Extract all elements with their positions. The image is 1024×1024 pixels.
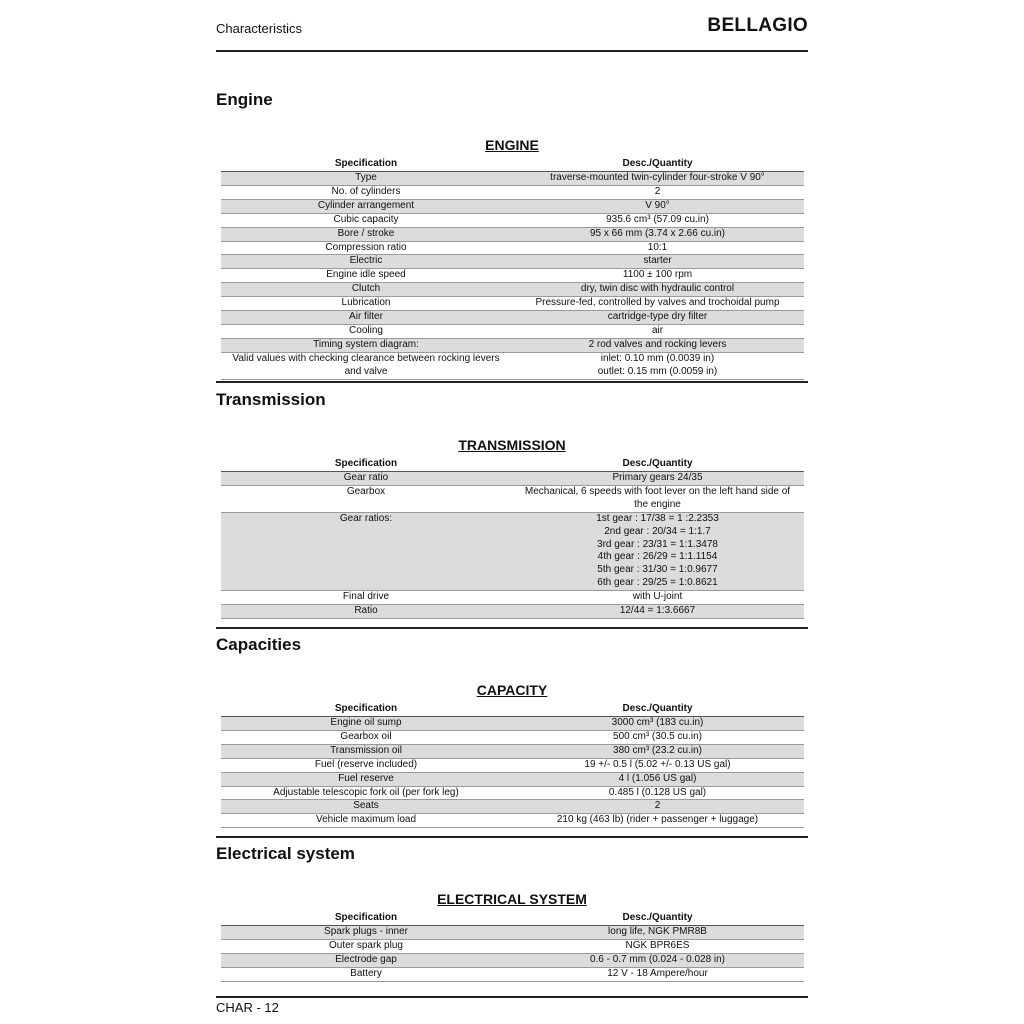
desc-cell: 210 kg (463 lb) (rider + passenger + luggage) [511, 814, 804, 828]
desc-cell: 500 cm³ (30.5 cu.in) [511, 730, 804, 744]
table-row [221, 717, 804, 731]
table-title-capacity: CAPACITY [476, 682, 548, 698]
table-row [221, 352, 804, 379]
table-row [221, 172, 804, 186]
desc-cell: 1100 ± 100 rpm [511, 269, 804, 283]
table-row [221, 730, 804, 744]
section-divider [216, 381, 808, 383]
spec-cell: Adjustable telescopic fork oil (per fork leg) [221, 786, 511, 800]
column-header-spec: Specification [221, 703, 511, 717]
table-row [221, 953, 804, 967]
desc-cell: V 90° [511, 199, 804, 213]
table-row [221, 591, 804, 605]
desc-cell: 3000 cm³ (183 cu.in) [511, 717, 804, 731]
desc-cell: 935.6 cm³ (57.09 cu.in) [511, 213, 804, 227]
spec-cell: Type [221, 172, 511, 186]
desc-cell: 95 x 66 mm (3.74 x 2.66 cu.in) [511, 227, 804, 241]
spec-cell: Cooling [221, 324, 511, 338]
table-title-transmission: TRANSMISSION [458, 437, 566, 453]
desc-cell: 0.6 - 0.7 mm (0.024 - 0.028 in) [511, 953, 804, 967]
table-row [221, 485, 804, 512]
table-row [221, 967, 804, 981]
spec-cell: Vehicle maximum load [221, 814, 511, 828]
table-row [221, 605, 804, 619]
table-row [221, 185, 804, 199]
column-header-spec: Specification [221, 912, 511, 926]
header-section-label: Characteristics [216, 21, 302, 36]
engine-spec-table [221, 158, 804, 380]
table-row [221, 324, 804, 338]
desc-cell: with U-joint [511, 591, 804, 605]
spec-cell: Ratio [221, 605, 511, 619]
table-row [221, 744, 804, 758]
spec-cell: Gearbox [221, 485, 511, 512]
table-row [221, 283, 804, 297]
spec-cell: No. of cylinders [221, 185, 511, 199]
table-header-row [221, 703, 804, 717]
desc-cell: cartridge-type dry filter [511, 311, 804, 325]
spec-cell: Lubrication [221, 297, 511, 311]
spec-cell: Gearbox oil [221, 730, 511, 744]
column-header-desc: Desc./Quantity [511, 158, 804, 172]
table-row [221, 800, 804, 814]
spec-cell: Seats [221, 800, 511, 814]
table-row [221, 512, 804, 590]
desc-cell: 2 [511, 185, 804, 199]
desc-cell: 19 +/- 0.5 l (5.02 +/- 0.13 US gal) [511, 758, 804, 772]
desc-cell: starter [511, 255, 804, 269]
column-header-desc: Desc./Quantity [511, 703, 804, 717]
spec-cell: Final drive [221, 591, 511, 605]
desc-cell: Primary gears 24/35 [511, 472, 804, 486]
desc-cell: air [511, 324, 804, 338]
spec-cell: Bore / stroke [221, 227, 511, 241]
page-header [216, 14, 808, 52]
table-row [221, 269, 804, 283]
desc-cell: 12/44 = 1:3.6667 [511, 605, 804, 619]
desc-cell: 4 l (1.056 US gal) [511, 772, 804, 786]
capacity-spec-table [221, 703, 804, 828]
spec-cell: Timing system diagram: [221, 338, 511, 352]
spec-cell: Gear ratios: [221, 512, 511, 590]
spec-cell: Spark plugs - inner [221, 926, 511, 940]
spec-cell: Fuel (reserve included) [221, 758, 511, 772]
desc-cell: 10:1 [511, 241, 804, 255]
footer-divider [216, 996, 808, 998]
spec-cell: Transmission oil [221, 744, 511, 758]
spec-cell: Electric [221, 255, 511, 269]
section-divider [216, 836, 808, 838]
spec-cell: Cylinder arrangement [221, 199, 511, 213]
spec-cell: Valid values with checking clearance between rocking levers and valve [221, 352, 511, 379]
table-row [221, 227, 804, 241]
desc-cell: 0.485 l (0.128 US gal) [511, 786, 804, 800]
table-row [221, 255, 804, 269]
spec-cell: Fuel reserve [221, 772, 511, 786]
page-number: CHAR - 12 [216, 1000, 279, 1015]
table-row [221, 241, 804, 255]
header-model-name: BELLAGIO [707, 15, 808, 36]
spec-cell: Compression ratio [221, 241, 511, 255]
table-row [221, 786, 804, 800]
electrical-spec-table [221, 912, 804, 982]
desc-cell: traverse-mounted twin-cylinder four-stroke V 90° [511, 172, 804, 186]
desc-cell: NGK BPR6ES [511, 939, 804, 953]
spec-cell: Battery [221, 967, 511, 981]
spec-cell: Air filter [221, 311, 511, 325]
section-heading-capacities: Capacities [216, 635, 302, 654]
column-header-spec: Specification [221, 158, 511, 172]
spec-cell: Electrode gap [221, 953, 511, 967]
section-heading-engine: Engine [216, 90, 273, 109]
column-header-desc: Desc./Quantity [511, 912, 804, 926]
document-page [216, 0, 808, 1024]
table-row [221, 926, 804, 940]
section-heading-transmission: Transmission [216, 390, 326, 409]
table-row [221, 213, 804, 227]
desc-cell: 1st gear : 17/38 = 1 :2.2353 2nd gear : 20/34 = 1:1.7 3rd gear : 23/31 = 1:1.3478 4th gear : 26/29 = 1:1.1154 5th gear : 31/30 = 1:0.9677 6th gear : 29/25 = 1:0.8621 [511, 512, 804, 590]
desc-cell: dry, twin disc with hydraulic control [511, 283, 804, 297]
desc-cell: inlet: 0.10 mm (0.0039 in) outlet: 0.15 mm (0.0059 in) [511, 352, 804, 379]
table-row [221, 199, 804, 213]
table-row [221, 311, 804, 325]
desc-cell: 2 rod valves and rocking levers [511, 338, 804, 352]
table-header-row [221, 912, 804, 926]
table-row [221, 472, 804, 486]
table-row [221, 338, 804, 352]
desc-cell: Pressure-fed, controlled by valves and trochoidal pump [511, 297, 804, 311]
table-header-row [221, 458, 804, 472]
spec-cell: Cubic capacity [221, 213, 511, 227]
spec-cell: Gear ratio [221, 472, 511, 486]
desc-cell: long life, NGK PMR8B [511, 926, 804, 940]
spec-cell: Clutch [221, 283, 511, 297]
desc-cell: 2 [511, 800, 804, 814]
spec-cell: Outer spark plug [221, 939, 511, 953]
desc-cell: Mechanical, 6 speeds with foot lever on the left hand side of the engine [511, 485, 804, 512]
desc-cell: 12 V - 18 Ampere/hour [511, 967, 804, 981]
table-header-row [221, 158, 804, 172]
column-header-desc: Desc./Quantity [511, 458, 804, 472]
desc-cell: 380 cm³ (23.2 cu.in) [511, 744, 804, 758]
table-row [221, 772, 804, 786]
table-row [221, 814, 804, 828]
table-row [221, 297, 804, 311]
section-divider [216, 627, 808, 629]
table-title-engine: ENGINE [485, 137, 539, 153]
table-title-electrical: ELECTRICAL SYSTEM [437, 891, 587, 907]
table-row [221, 758, 804, 772]
column-header-spec: Specification [221, 458, 511, 472]
table-row [221, 939, 804, 953]
spec-cell: Engine idle speed [221, 269, 511, 283]
spec-cell: Engine oil sump [221, 717, 511, 731]
transmission-spec-table [221, 458, 804, 619]
section-heading-electrical: Electrical system [216, 844, 355, 863]
